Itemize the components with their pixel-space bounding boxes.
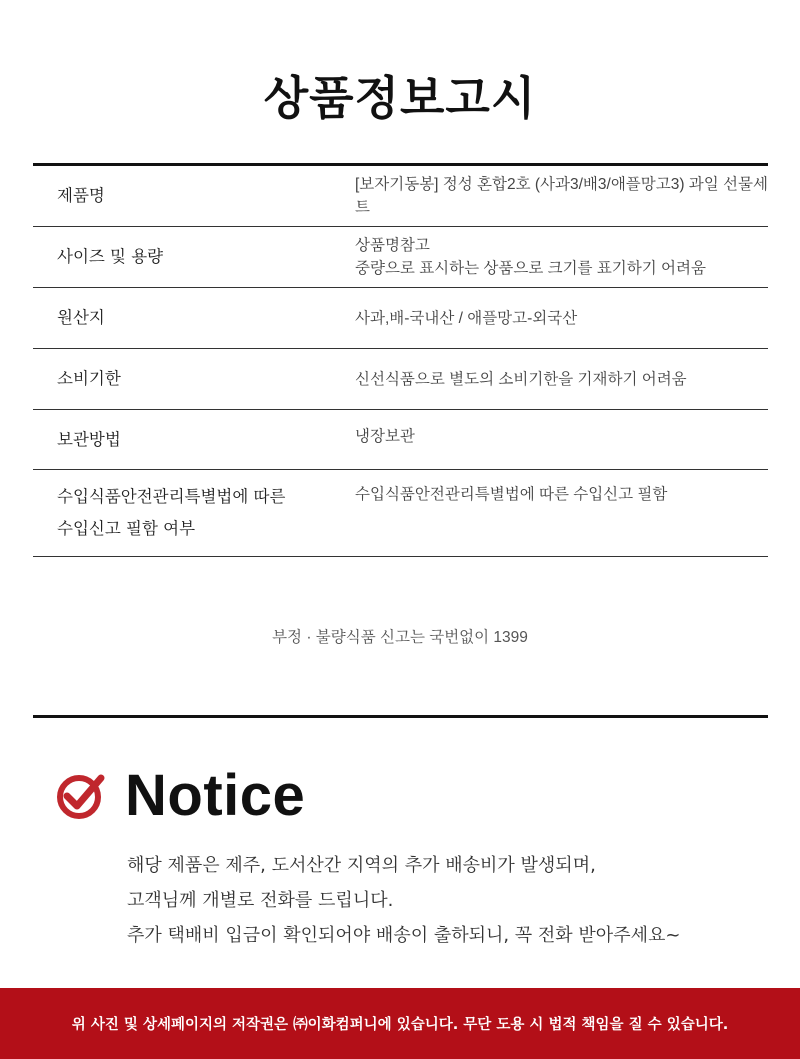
notice-header bbox=[55, 760, 305, 830]
table-row bbox=[33, 410, 768, 470]
row-label-text: 소비기한 bbox=[57, 369, 121, 388]
page-title: 상품정보고시 bbox=[263, 71, 537, 125]
row-label bbox=[33, 470, 355, 556]
row-value-text: 상품명참고 bbox=[355, 237, 430, 254]
report-notice-text: 부정 · 불량식품 신고는 국번없이 1399 bbox=[272, 629, 528, 646]
row-value-text: [보자기동봉] 정성 혼합2호 (사과3/배3/애플망고3) 과일 선물세트 bbox=[355, 176, 768, 216]
section-divider bbox=[33, 715, 768, 718]
row-label bbox=[33, 410, 355, 469]
row-label bbox=[33, 227, 355, 287]
row-value bbox=[355, 410, 768, 469]
notice-line: 추가 택배비 입금이 확인되어야 배송이 출하되니, 꼭 전화 받아주세요~ bbox=[127, 925, 681, 946]
row-value-text: 중량으로 표시하는 상품으로 크기를 표기하기 어려움 bbox=[355, 260, 706, 277]
table-row bbox=[33, 166, 768, 227]
row-label-text: 수입신고 필함 여부 bbox=[57, 519, 196, 538]
row-label bbox=[33, 349, 355, 409]
notice-line: 고객님께 개별로 전화를 드립니다. bbox=[127, 890, 394, 911]
table-row bbox=[33, 227, 768, 288]
row-label bbox=[33, 166, 355, 226]
row-value bbox=[355, 166, 768, 226]
check-circle-icon bbox=[55, 769, 107, 821]
row-value-text: 수입식품안전관리특별법에 따른 수입신고 필함 bbox=[355, 486, 668, 503]
notice-line: 해당 제품은 제주, 도서산간 지역의 추가 배송비가 발생되며, bbox=[127, 855, 596, 876]
product-info-table bbox=[33, 163, 768, 557]
row-value bbox=[355, 288, 768, 348]
row-value bbox=[355, 227, 768, 287]
row-value bbox=[355, 349, 768, 409]
table-row bbox=[33, 470, 768, 557]
copyright-text: 위 사진 및 상세페이지의 저작권은 ㈜이화컴퍼니에 있습니다. 무단 도용 시 법적 책임을 질 수 있습니다. bbox=[71, 1017, 729, 1033]
notice-body bbox=[127, 848, 680, 953]
table-row bbox=[33, 349, 768, 410]
row-value-text: 신선식품으로 별도의 소비기한을 기재하기 어려움 bbox=[355, 370, 687, 388]
table-row bbox=[33, 288, 768, 349]
row-label-text: 보관방법 bbox=[57, 429, 121, 449]
row-value-text: 사과,배-국내산 / 애플망고-외국산 bbox=[355, 309, 578, 327]
row-label-text: 제품명 bbox=[57, 186, 105, 205]
row-value bbox=[355, 470, 768, 556]
notice-title: Notice bbox=[125, 762, 306, 828]
row-label bbox=[33, 288, 355, 348]
row-label-text: 사이즈 및 용량 bbox=[57, 247, 164, 266]
row-value-text: 냉장보관 bbox=[355, 428, 415, 445]
row-label-text: 원산지 bbox=[57, 308, 105, 327]
copyright-footer bbox=[0, 988, 800, 1059]
row-label-text: 수입식품안전관리특별법에 따른 bbox=[57, 487, 286, 506]
